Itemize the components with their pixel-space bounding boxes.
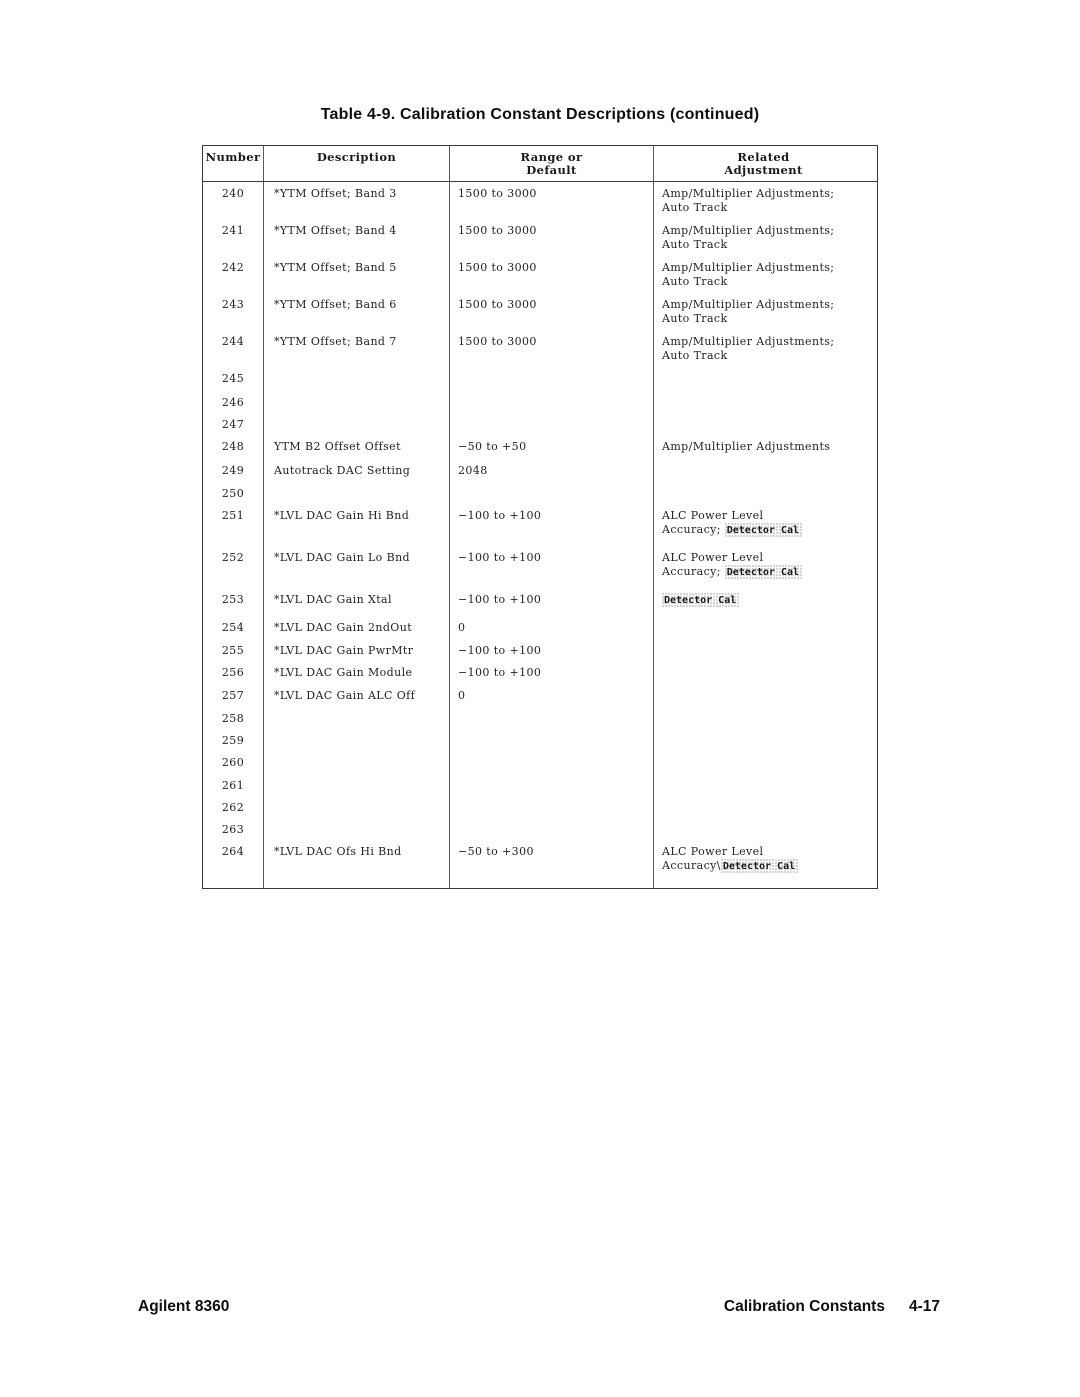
- related-text: ALC Power Level: [662, 509, 764, 522]
- table-body: [203, 182, 877, 888]
- cell-range-default: [449, 413, 653, 435]
- footer-right: [724, 1298, 940, 1316]
- header-range-or-default: Range or Default: [449, 146, 653, 181]
- cell-number: 245: [221, 372, 245, 385]
- table-row: [203, 546, 877, 588]
- related-adjustment-line: [662, 565, 873, 580]
- cell-description: *LVL DAC Gain ALC Off: [263, 684, 449, 707]
- cell-number: 251: [221, 509, 245, 522]
- footer-page-number: 4-17: [908, 1298, 940, 1315]
- table-row: [203, 293, 877, 330]
- cell-range-default: 1500 to 3000: [449, 182, 653, 219]
- cell-description: [263, 751, 449, 774]
- cell-description: *LVL DAC Gain PwrMtr: [263, 639, 449, 661]
- cell-related-adjustment: [653, 818, 877, 840]
- cell-range-default: [449, 796, 653, 818]
- footer-model-name: Agilent 8360: [138, 1298, 230, 1315]
- cell-description: *LVL DAC Gain 2ndOut: [263, 616, 449, 639]
- softkey-label: Detector Cal: [725, 565, 803, 579]
- related-adjustment-line: [662, 238, 873, 252]
- related-text: ALC Power Level: [662, 845, 764, 858]
- cell-description: *LVL DAC Gain Hi Bnd: [263, 504, 449, 546]
- cell-related-adjustment: [653, 293, 877, 330]
- cell-description: *LVL DAC Gain Xtal: [263, 588, 449, 616]
- table-row: [203, 639, 877, 661]
- cell-number: 247: [221, 418, 245, 431]
- cell-range-default: −50 to +50: [449, 435, 653, 459]
- related-text: Amp/Multiplier Adjustments;: [662, 224, 835, 237]
- table-row: [203, 330, 877, 367]
- header-number: Number: [205, 150, 261, 164]
- cell-number: 262: [221, 801, 245, 814]
- table-row: [203, 729, 877, 751]
- cell-range-default: −100 to +100: [449, 504, 653, 546]
- cell-description: [263, 367, 449, 391]
- related-adjustment-line: [662, 845, 873, 859]
- cell-number: 263: [221, 823, 245, 836]
- table-row: [203, 684, 877, 707]
- cell-range-default: [449, 367, 653, 391]
- related-text: Amp/Multiplier Adjustments;: [662, 261, 835, 274]
- cell-related-adjustment: [653, 435, 877, 459]
- cell-number: 258: [221, 712, 245, 725]
- table-row: [203, 588, 877, 616]
- cell-range-default: [449, 774, 653, 796]
- cell-range-default: 1500 to 3000: [449, 330, 653, 367]
- table-row: [203, 818, 877, 840]
- related-text: Auto Track: [662, 349, 728, 362]
- cell-number: 248: [221, 440, 245, 453]
- calibration-constants-table: [202, 145, 878, 889]
- related-text: ALC Power Level: [662, 551, 764, 564]
- related-text: Amp/Multiplier Adjustments;: [662, 335, 835, 348]
- related-adjustment-line: [662, 859, 873, 874]
- table-row: [203, 256, 877, 293]
- page-title: Table 4-9. Calibration Constant Descriptions (continued): [320, 106, 760, 123]
- cell-description: [263, 796, 449, 818]
- cell-number: 264: [221, 845, 245, 858]
- cell-number: 256: [221, 666, 245, 679]
- cell-range-default: 1500 to 3000: [449, 293, 653, 330]
- cell-description: [263, 707, 449, 729]
- cell-number: 255: [221, 644, 245, 657]
- related-text: Accuracy;: [662, 523, 725, 536]
- table-row: [203, 840, 877, 888]
- cell-range-default: −100 to +100: [449, 661, 653, 684]
- cell-range-default: −50 to +300: [449, 840, 653, 888]
- cell-range-default: [449, 482, 653, 504]
- cell-related-adjustment: [653, 182, 877, 219]
- cell-range-default: 0: [449, 684, 653, 707]
- cell-number: 242: [221, 261, 245, 274]
- cell-number: 252: [221, 551, 245, 564]
- softkey-label: Detector Cal: [662, 593, 740, 607]
- related-adjustment-line: [662, 523, 873, 538]
- cell-number: 240: [221, 187, 245, 200]
- cell-range-default: 2048: [449, 459, 653, 482]
- table-row: [203, 435, 877, 459]
- table-row: [203, 367, 877, 391]
- cell-related-adjustment: [653, 330, 877, 367]
- cell-related-adjustment: [653, 639, 877, 661]
- cell-related-adjustment: [653, 729, 877, 751]
- cell-range-default: −100 to +100: [449, 546, 653, 588]
- cell-range-default: [449, 751, 653, 774]
- related-adjustment-line: [662, 551, 873, 565]
- table-row: [203, 482, 877, 504]
- cell-description: *YTM Offset; Band 3: [263, 182, 449, 219]
- cell-related-adjustment: [653, 588, 877, 616]
- table-row: [203, 616, 877, 639]
- related-adjustment-line: [662, 275, 873, 289]
- cell-number: 260: [221, 756, 245, 769]
- cell-number: 257: [221, 689, 245, 702]
- cell-number: 259: [221, 734, 245, 747]
- cell-number: 246: [221, 396, 245, 409]
- table-row: [203, 796, 877, 818]
- related-text: Auto Track: [662, 201, 728, 214]
- cell-description: [263, 391, 449, 413]
- cell-range-default: −100 to +100: [449, 639, 653, 661]
- related-adjustment-line: [662, 201, 873, 215]
- cell-range-default: [449, 818, 653, 840]
- cell-number: 241: [221, 224, 245, 237]
- softkey-label: Detector Cal: [725, 523, 803, 537]
- related-adjustment-line: [662, 509, 873, 523]
- table-row: [203, 504, 877, 546]
- table-row: [203, 707, 877, 729]
- related-adjustment-line: [662, 440, 873, 454]
- related-adjustment-line: [662, 335, 873, 349]
- table-header-row: [203, 146, 877, 182]
- cell-number: 250: [221, 487, 245, 500]
- cell-related-adjustment: [653, 256, 877, 293]
- cell-related-adjustment: [653, 546, 877, 588]
- cell-number: 244: [221, 335, 245, 348]
- softkey-label: Detector Cal: [721, 859, 799, 873]
- cell-description: [263, 413, 449, 435]
- related-adjustment-line: [662, 224, 873, 238]
- cell-range-default: 1500 to 3000: [449, 219, 653, 256]
- table-row: [203, 751, 877, 774]
- table-row: [203, 413, 877, 435]
- cell-description: [263, 482, 449, 504]
- cell-related-adjustment: [653, 796, 877, 818]
- cell-range-default: [449, 391, 653, 413]
- table-row: [203, 182, 877, 219]
- cell-related-adjustment: [653, 459, 877, 482]
- cell-description: *YTM Offset; Band 5: [263, 256, 449, 293]
- header-related-adjustment: Related Adjustment: [653, 146, 877, 181]
- cell-description: [263, 774, 449, 796]
- cell-description: Autotrack DAC Setting: [263, 459, 449, 482]
- cell-related-adjustment: [653, 504, 877, 546]
- related-adjustment-line: [662, 349, 873, 363]
- table-row: [203, 459, 877, 482]
- related-adjustment-line: [662, 298, 873, 312]
- related-text: Accuracy\: [662, 859, 721, 872]
- cell-related-adjustment: [653, 482, 877, 504]
- cell-range-default: 1500 to 3000: [449, 256, 653, 293]
- cell-related-adjustment: [653, 661, 877, 684]
- cell-related-adjustment: [653, 219, 877, 256]
- related-adjustment-line: [662, 187, 873, 201]
- related-adjustment-line: [662, 312, 873, 326]
- cell-related-adjustment: [653, 616, 877, 639]
- related-text: Amp/Multiplier Adjustments: [662, 440, 831, 453]
- cell-related-adjustment: [653, 684, 877, 707]
- cell-related-adjustment: [653, 413, 877, 435]
- cell-description: *YTM Offset; Band 7: [263, 330, 449, 367]
- related-text: Amp/Multiplier Adjustments;: [662, 298, 835, 311]
- related-text: Auto Track: [662, 238, 728, 251]
- cell-range-default: [449, 729, 653, 751]
- cell-description: [263, 818, 449, 840]
- cell-range-default: [449, 707, 653, 729]
- table-row: [203, 391, 877, 413]
- cell-description: *LVL DAC Gain Module: [263, 661, 449, 684]
- cell-description: *LVL DAC Gain Lo Bnd: [263, 546, 449, 588]
- cell-related-adjustment: [653, 707, 877, 729]
- cell-description: *LVL DAC Ofs Hi Bnd: [263, 840, 449, 888]
- related-text: Auto Track: [662, 275, 728, 288]
- table-row: [203, 661, 877, 684]
- cell-description: [263, 729, 449, 751]
- cell-related-adjustment: [653, 367, 877, 391]
- header-description: Description: [263, 146, 449, 181]
- related-adjustment-line: [662, 593, 873, 608]
- cell-related-adjustment: [653, 774, 877, 796]
- related-text: Accuracy;: [662, 565, 725, 578]
- footer-section-title: Calibration Constants: [723, 1298, 885, 1315]
- cell-number: 253: [221, 593, 245, 606]
- related-adjustment-line: [662, 261, 873, 275]
- cell-range-default: −100 to +100: [449, 588, 653, 616]
- cell-number: 254: [221, 621, 245, 634]
- cell-number: 243: [221, 298, 245, 311]
- table-row: [203, 774, 877, 796]
- cell-description: *YTM Offset; Band 4: [263, 219, 449, 256]
- page-footer: [138, 1298, 940, 1316]
- cell-number: 249: [221, 464, 245, 477]
- related-text: Amp/Multiplier Adjustments;: [662, 187, 835, 200]
- cell-related-adjustment: [653, 751, 877, 774]
- cell-related-adjustment: [653, 391, 877, 413]
- cell-range-default: 0: [449, 616, 653, 639]
- cell-description: YTM B2 Offset Offset: [263, 435, 449, 459]
- related-text: Auto Track: [662, 312, 728, 325]
- cell-number: 261: [221, 779, 245, 792]
- table-row: [203, 219, 877, 256]
- cell-related-adjustment: [653, 840, 877, 888]
- cell-description: *YTM Offset; Band 6: [263, 293, 449, 330]
